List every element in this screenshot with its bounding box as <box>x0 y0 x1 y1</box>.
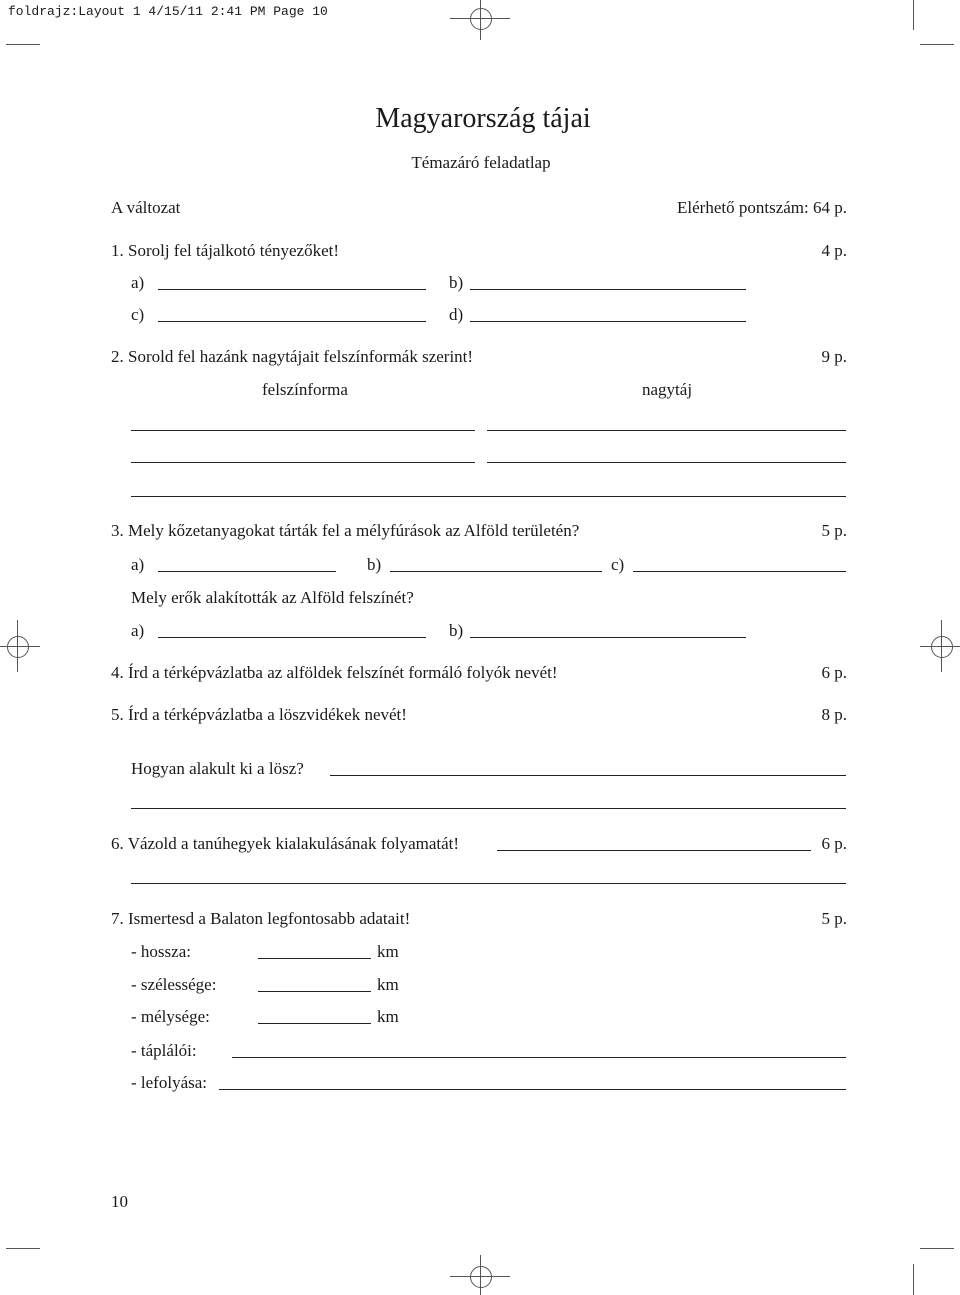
q2-answer-line[interactable] <box>131 430 475 431</box>
q1-label-d: d) <box>449 305 464 324</box>
q6-answer-line[interactable] <box>131 883 846 884</box>
q7-label-szelessege: - szélessége: <box>131 975 217 994</box>
q7-answer-line-melysege[interactable] <box>258 1023 371 1024</box>
q7-answer-line-taplaloi[interactable] <box>232 1057 846 1058</box>
max-points: Elérhető pontszám: 64 p. <box>677 198 847 217</box>
question-4-points: 6 p. <box>821 663 847 682</box>
q7-label-hossza: - hossza: <box>131 942 191 961</box>
q1-answer-line-c[interactable] <box>158 321 426 322</box>
q3-answer-line-c[interactable] <box>633 571 846 572</box>
question-3-points: 5 p. <box>821 521 847 540</box>
q2-answer-line[interactable] <box>487 430 846 431</box>
question-1: 1. Sorolj fel tájalkotó tényezőket! <box>111 241 340 260</box>
q7-unit-km: km <box>377 975 399 994</box>
q3-answer-line-a[interactable] <box>158 571 336 572</box>
question-2-points: 9 p. <box>821 347 847 366</box>
q7-answer-line-hossza[interactable] <box>258 958 371 959</box>
q3-label-a2: a) <box>131 621 145 640</box>
q7-unit-km: km <box>377 942 399 961</box>
question-7-points: 5 p. <box>821 909 847 928</box>
q3-subquestion: Mely erők alakították az Alföld felszínét? <box>131 588 414 607</box>
q1-answer-line-d[interactable] <box>470 321 746 322</box>
question-5-points: 8 p. <box>821 705 847 724</box>
q2-answer-line[interactable] <box>131 496 846 497</box>
question-4: 4. Írd a térképvázlatba az alföldek felszínét formáló folyók nevét! <box>111 663 558 682</box>
q7-label-melysege: - mélysége: <box>131 1007 210 1026</box>
q2-column-nagytaj: nagytáj <box>642 380 693 399</box>
q3-label-b: b) <box>367 555 382 574</box>
question-7: 7. Ismertesd a Balaton legfontosabb adatait! <box>111 909 411 928</box>
q2-answer-line[interactable] <box>487 462 846 463</box>
page-title: Magyarország tájai <box>375 103 591 134</box>
q7-unit-km: km <box>377 1007 399 1026</box>
page-subtitle: Témazáró feladatlap <box>411 153 551 172</box>
q2-column-felszinforma: felszínforma <box>262 380 348 399</box>
question-2: 2. Sorold fel hazánk nagytájait felszínformák szerint! <box>111 347 474 366</box>
q1-answer-line-b[interactable] <box>470 289 746 290</box>
q5-answer-line[interactable] <box>131 808 846 809</box>
q1-answer-line-a[interactable] <box>158 289 426 290</box>
q5-answer-line[interactable] <box>330 775 846 776</box>
q1-label-c: c) <box>131 305 145 324</box>
q3-label-c: c) <box>611 555 625 574</box>
question-5: 5. Írd a térképvázlatba a löszvidékek nevét! <box>111 705 407 724</box>
q3-label-a: a) <box>131 555 145 574</box>
q3-label-b2: b) <box>449 621 464 640</box>
q3-answer-line-b[interactable] <box>390 571 602 572</box>
variant-label: A változat <box>111 198 181 217</box>
q7-answer-line-lefolyasa[interactable] <box>219 1089 846 1090</box>
question-6: 6. Vázold a tanúhegyek kialakulásának folyamatát! <box>111 834 460 853</box>
q2-answer-line[interactable] <box>131 462 475 463</box>
q1-label-b: b) <box>449 273 464 292</box>
q7-label-lefolyasa: - lefolyása: <box>131 1073 207 1092</box>
question-6-points: 6 p. <box>821 834 847 853</box>
q7-answer-line-szelessege[interactable] <box>258 991 371 992</box>
q6-answer-line[interactable] <box>497 850 811 851</box>
q7-label-taplaloi: - táplálói: <box>131 1041 197 1060</box>
question-3: 3. Mely kőzetanyagokat tárták fel a mélyfúrások az Alföld területén? <box>111 521 580 540</box>
question-1-points: 4 p. <box>821 241 847 260</box>
q1-label-a: a) <box>131 273 145 292</box>
q5-subquestion: Hogyan alakult ki a lösz? <box>131 759 304 778</box>
print-slug: foldrajz:Layout 1 4/15/11 2:41 PM Page 10 <box>8 4 328 19</box>
q3-answer-line-a2[interactable] <box>158 637 426 638</box>
q3-answer-line-b2[interactable] <box>470 637 746 638</box>
page-number: 10 <box>111 1192 128 1211</box>
